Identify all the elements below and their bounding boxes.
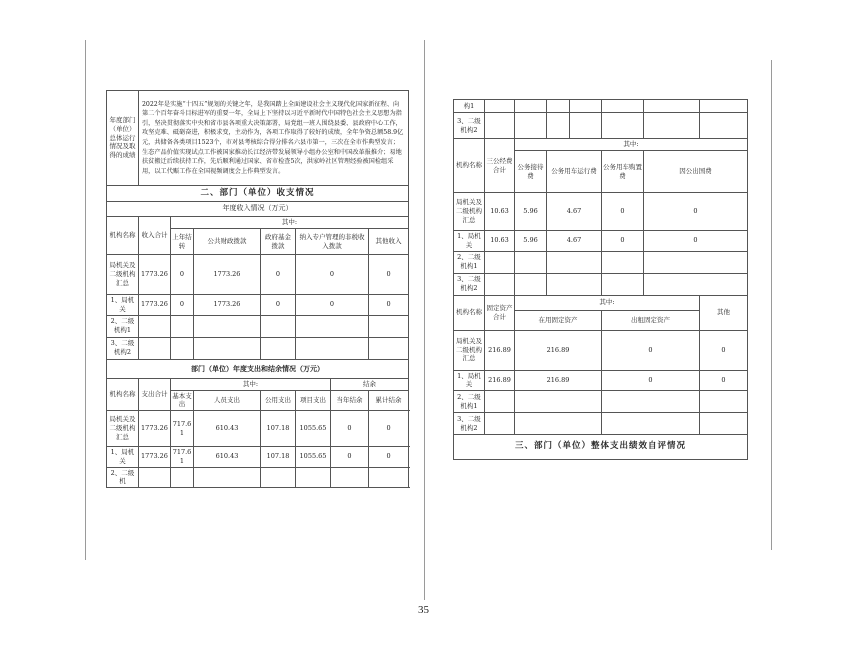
- assets-row-name: 3、二级机构2: [454, 413, 485, 435]
- expense-cell: 0: [331, 411, 369, 447]
- assets-cell: 0: [602, 330, 700, 370]
- sangong-col-reception: 公务接待费: [515, 151, 547, 193]
- continuation-cell: [700, 100, 748, 113]
- expense-cell: 0: [369, 447, 409, 468]
- income-row-name: 1、局机关: [107, 295, 139, 316]
- income-col-total: 收入合计: [139, 217, 171, 255]
- income-cell: [261, 315, 296, 337]
- assets-cell: [515, 413, 602, 435]
- sangong-row-name: 3、二级机构2: [454, 273, 485, 295]
- income-col-nontax: 纳入专户管理的非税收入拨款: [296, 229, 369, 255]
- sangong-col-car-buy: 公务用车购置费: [602, 151, 644, 193]
- sangong-cell: [602, 273, 644, 295]
- sangong-cell: 5.96: [515, 231, 547, 252]
- sangong-cell: 0: [602, 193, 644, 231]
- sangong-cell: [547, 251, 602, 273]
- income-cell: 0: [369, 295, 409, 316]
- right-page: [453, 99, 747, 460]
- income-cell: [296, 315, 369, 337]
- continuation-cell: [700, 113, 748, 139]
- expense-cell: [261, 467, 296, 488]
- continuation-row: [454, 100, 748, 113]
- assets-col-in-use: 在用固定资产: [515, 310, 602, 330]
- expense-col-public: 公用支出: [261, 390, 296, 411]
- sangong-cell: [515, 273, 547, 295]
- left-page: [106, 90, 408, 488]
- expense-col-cumulative: 累计结余: [369, 390, 409, 411]
- income-cell: 0: [296, 295, 369, 316]
- continuation-cell: [485, 100, 515, 113]
- expense-row-name: 2、二级机: [107, 467, 139, 488]
- sangong-cell: 10.63: [485, 231, 515, 252]
- sangong-row-name: 局机关及二级机构汇总: [454, 193, 485, 231]
- expense-cell: [139, 467, 171, 488]
- income-row: [107, 255, 409, 295]
- assets-cell: [700, 413, 748, 435]
- sangong-row-name: 2、二级机构1: [454, 251, 485, 273]
- income-row-total: [139, 337, 171, 359]
- sangong-cell: [602, 251, 644, 273]
- sangong-col-total: 三公经费合计: [485, 139, 515, 193]
- sangong-cell: 4.67: [547, 231, 602, 252]
- income-cell: [296, 337, 369, 359]
- expense-row: [107, 447, 409, 468]
- summary-label: 年度部门（单位）总体运行情况及取得的成绩: [107, 91, 139, 186]
- continuation-row-name: 3、二级机构2: [454, 113, 485, 139]
- income-cell: 0: [296, 255, 369, 295]
- binder-line-right: [424, 40, 425, 600]
- expense-col-of-which: 其中:: [171, 378, 331, 390]
- section2-title: 二、部门（单位）收支情况: [107, 186, 409, 202]
- assets-row-name: 1、局机关: [454, 370, 485, 391]
- assets-cell: 216.89: [485, 330, 515, 370]
- continuation-cell: [547, 100, 570, 113]
- expense-cell: 1055.65: [296, 447, 331, 468]
- sangong-cell: 0: [602, 231, 644, 252]
- assets-row: [454, 370, 748, 391]
- income-row-total: [139, 315, 171, 337]
- income-cell: 0: [261, 255, 296, 295]
- continuation-cell: [602, 100, 644, 113]
- assets-cell: 216.89: [515, 370, 602, 391]
- summary-row: [107, 91, 409, 186]
- income-col-carryover: 上年结转: [171, 229, 194, 255]
- section3-title: 三、部门（单位）整体支出绩效自评情况: [454, 435, 748, 460]
- income-row: [107, 295, 409, 316]
- income-cell: 1773.26: [194, 295, 261, 316]
- continuation-cell: [570, 100, 602, 113]
- expense-col-personnel: 人员支出: [194, 390, 261, 411]
- expense-row-name: 1、局机关: [107, 447, 139, 468]
- expense-col-current: 当年结余: [331, 390, 369, 411]
- expense-col-project: 项目支出: [296, 390, 331, 411]
- sangong-cell: [644, 273, 748, 295]
- income-cell: 0: [171, 295, 194, 316]
- assets-cell: [700, 391, 748, 413]
- sangong-cell: [485, 251, 515, 273]
- income-col-fiscal: 公共财政拨款: [194, 229, 261, 255]
- assets-row: [454, 330, 748, 370]
- assets-row: [454, 413, 748, 435]
- assets-cell: 216.89: [485, 370, 515, 391]
- sangong-row-name: 1、局机关: [454, 231, 485, 252]
- sangong-cell: 0: [644, 231, 748, 252]
- sangong-cell: [485, 273, 515, 295]
- sangong-cell: [547, 273, 602, 295]
- sangong-col-of-which: 其中:: [515, 139, 748, 151]
- income-col-fund: 政府基金拨款: [261, 229, 296, 255]
- expense-row-name: 局机关及二级机构汇总: [107, 411, 139, 447]
- expense-cell: 107.18: [261, 447, 296, 468]
- continuation-cell: [644, 100, 700, 113]
- assets-cell: 216.89: [515, 330, 602, 370]
- expense-cell: [296, 467, 331, 488]
- continuation-cell: [570, 113, 602, 139]
- expense-cell: [369, 467, 409, 488]
- income-cell: [261, 337, 296, 359]
- expense-cell: 610.43: [194, 411, 261, 447]
- assets-cell: [485, 391, 515, 413]
- expense-cell: 717.61: [171, 447, 194, 468]
- continuation-cell: [515, 113, 547, 139]
- continuation-cell: [485, 113, 515, 139]
- sangong-col-car-run: 公务用车运行费: [547, 151, 602, 193]
- income-row-name: 3、二级机构2: [107, 337, 139, 359]
- continuation-cell: [547, 113, 570, 139]
- sangong-row: [454, 193, 748, 231]
- income-cell: 1773.26: [194, 255, 261, 295]
- binder-line-far-right: [771, 60, 772, 550]
- income-col-other: 其他收入: [369, 229, 409, 255]
- income-cell: 0: [369, 255, 409, 295]
- income-row: [107, 315, 409, 337]
- income-col-of-which: 其中:: [171, 217, 409, 229]
- sangong-col-abroad: 因公出国费: [644, 151, 748, 193]
- income-row-total: 1773.26: [139, 255, 171, 295]
- assets-col-name: 机构名称: [454, 295, 485, 330]
- income-title: 年度收入情况（万元）: [107, 202, 409, 217]
- expense-cell: 717.61: [171, 411, 194, 447]
- expense-col-total: 支出合计: [139, 378, 171, 411]
- income-cell: [194, 315, 261, 337]
- page-number: 35: [418, 604, 429, 616]
- expense-cell: 0: [369, 411, 409, 447]
- summary-text: 2022年是实施“十四五”规划的关键之年，是我国踏上全面建设社会主义现代化国家新征程、向第二个百年奋斗目标进军的重要一年，全局上下坚持以习近平新时代中国特色社会主义思想为指引，坚决贯彻落实中央和省市县各项重大决策部署，局党组一班人围绕县委、县政府中心工作，攻坚克难、砥砺奋进，积极求变，主动作为，各项工作取得了较好的成绩，全年争资总额58.9亿元，共储备各类项目1523个，市对县考核综合得分排名六县市第一，三次在全市作典型发言；生态产品价值实现试点工作被国家推动长江经济带发展领导小组办公室和中国改革报推介；易地扶贫搬迁后续扶持工作，先后顺利通过国家、省市检查5次，洪家岭社区管理经验被国检组采用，以工代赈工作在全国视频调度会上作典型发言。: [139, 91, 409, 186]
- sangong-row: [454, 273, 748, 295]
- sangong-col-name: 机构名称: [454, 139, 485, 193]
- expense-cell: 610.43: [194, 447, 261, 468]
- assets-cell: 0: [700, 330, 748, 370]
- assets-col-rented: 出租固定资产: [602, 310, 700, 330]
- assets-cell: [485, 413, 515, 435]
- income-cell: [194, 337, 261, 359]
- income-cell: [171, 337, 194, 359]
- expense-row: [107, 467, 409, 488]
- expense-cell: 1055.65: [296, 411, 331, 447]
- sangong-cell: 10.63: [485, 193, 515, 231]
- income-col-name: 机构名称: [107, 217, 139, 255]
- income-cell: 0: [171, 255, 194, 295]
- income-cell: 0: [261, 295, 296, 316]
- sangong-cell: 4.67: [547, 193, 602, 231]
- continuation-cell: [515, 100, 547, 113]
- expense-title: 部门（单位）年度支出和结余情况（万元）: [107, 359, 409, 378]
- income-row-name: 2、二级机构1: [107, 315, 139, 337]
- assets-row-name: 2、二级机构1: [454, 391, 485, 413]
- assets-col-of-which: 其中:: [515, 295, 700, 310]
- expense-col-balance: 结余: [331, 378, 409, 390]
- assets-cell: [515, 391, 602, 413]
- binder-line-left: [85, 40, 86, 560]
- expense-cell: [331, 467, 369, 488]
- income-cell: [369, 315, 409, 337]
- assets-cell: [602, 391, 700, 413]
- expense-cell: 107.18: [261, 411, 296, 447]
- sangong-cell: [644, 251, 748, 273]
- expense-col-name: 机构名称: [107, 378, 139, 411]
- income-cell: [171, 315, 194, 337]
- expense-cell: 1773.26: [139, 447, 171, 468]
- assets-col-total: 固定资产合计: [485, 295, 515, 330]
- expense-row: [107, 411, 409, 447]
- expense-cell: [171, 467, 194, 488]
- expense-col-basic: 基本支出: [171, 390, 194, 411]
- left-table: [106, 90, 409, 488]
- sangong-cell: 5.96: [515, 193, 547, 231]
- sangong-cell: 0: [644, 193, 748, 231]
- expense-cell: [194, 467, 261, 488]
- assets-row-name: 局机关及二级机构汇总: [454, 330, 485, 370]
- income-row-name: 局机关及二级机构汇总: [107, 255, 139, 295]
- continuation-row-name: 构1: [454, 100, 485, 113]
- income-row: [107, 337, 409, 359]
- continuation-cell: [644, 113, 700, 139]
- continuation-row: [454, 113, 748, 139]
- sangong-cell: [515, 251, 547, 273]
- continuation-cell: [602, 113, 644, 139]
- right-table: [453, 99, 748, 460]
- income-cell: [369, 337, 409, 359]
- sangong-row: [454, 231, 748, 252]
- assets-col-other: 其他: [700, 295, 748, 330]
- income-row-total: 1773.26: [139, 295, 171, 316]
- assets-cell: 0: [700, 370, 748, 391]
- assets-cell: 0: [602, 370, 700, 391]
- assets-cell: [602, 413, 700, 435]
- assets-row: [454, 391, 748, 413]
- expense-cell: 0: [331, 447, 369, 468]
- expense-cell: 1773.26: [139, 411, 171, 447]
- sangong-row: [454, 251, 748, 273]
